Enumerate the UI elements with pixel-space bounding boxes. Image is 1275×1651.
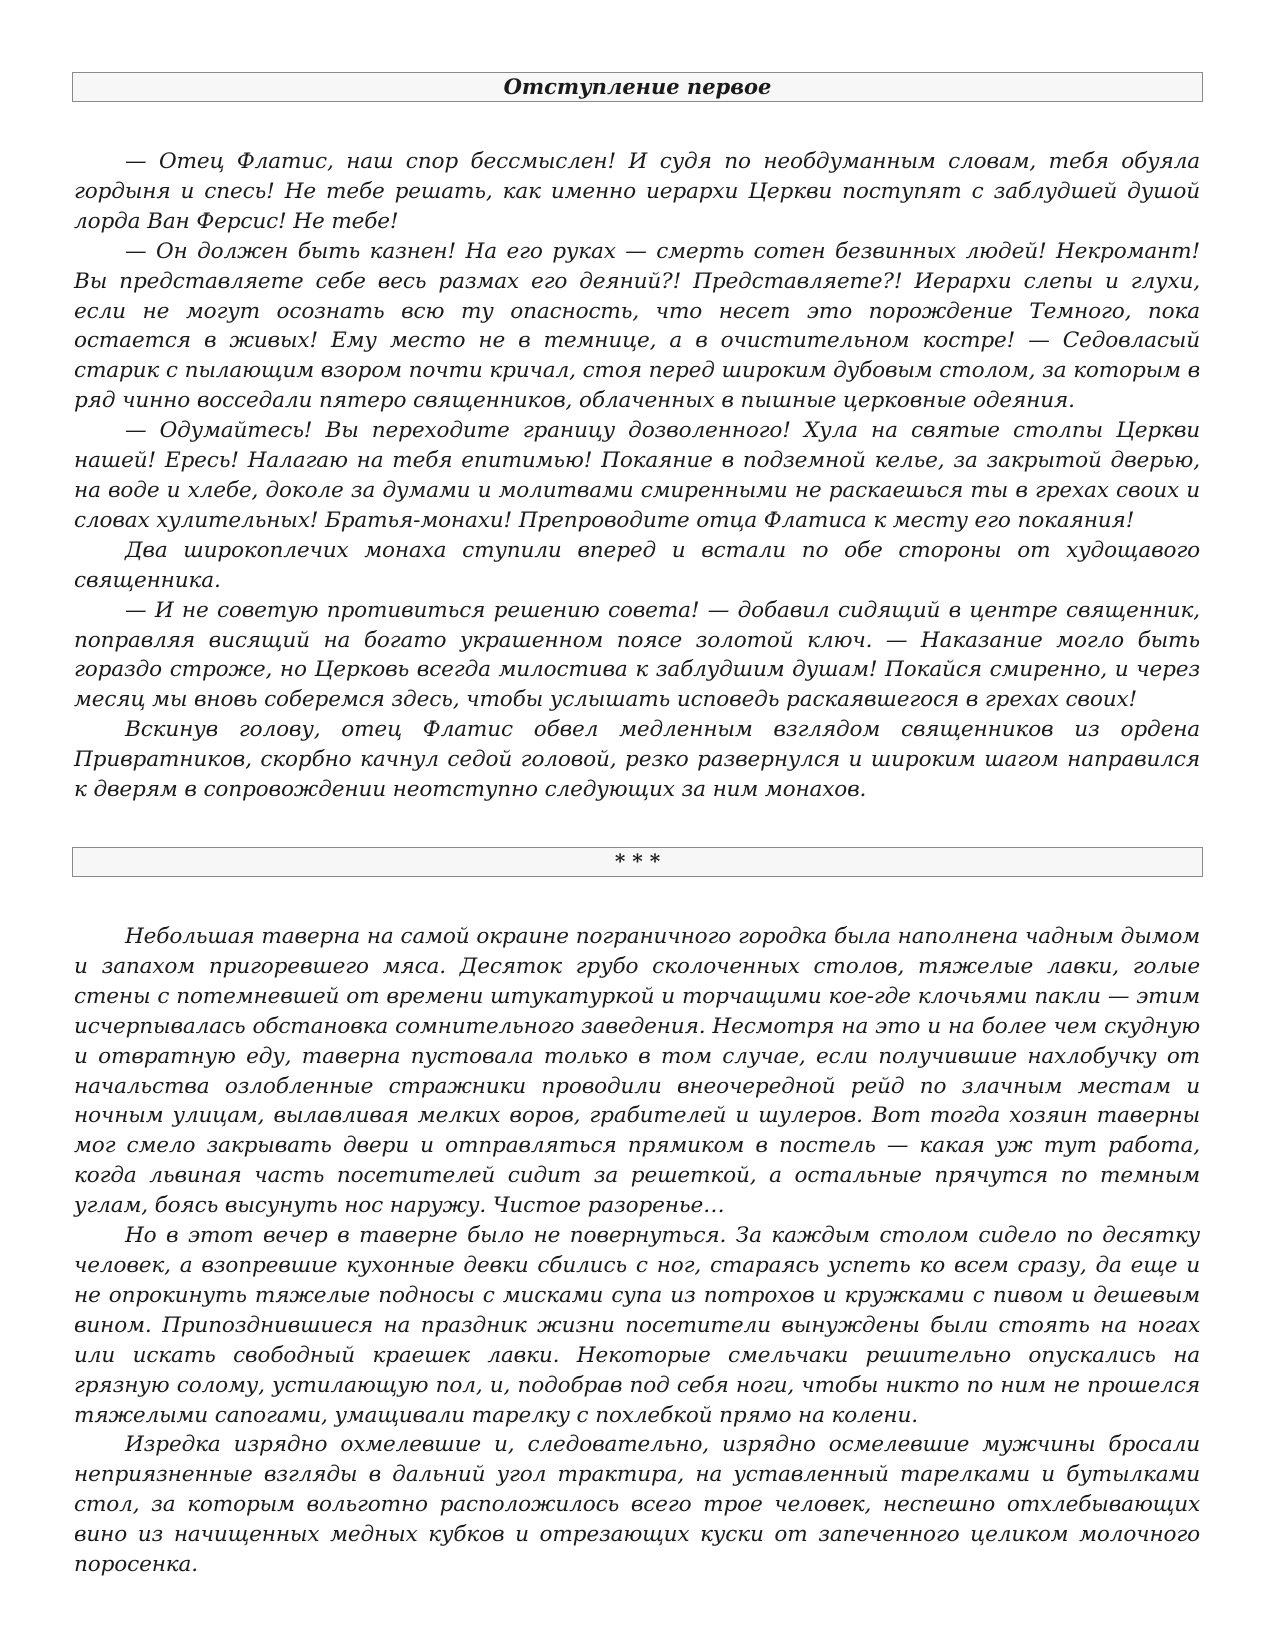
paragraph: Вскинув голову, отец Флатис обвел медленным взглядом священников из ордена Привратников, скорбно качнул седой головой, резко развернулся и широким шагом направился к дверям в сопровождении неотступно следующих за ним монахов. [74, 717, 1200, 803]
section-separator: * * * [614, 849, 661, 873]
section-title-box [72, 72, 1203, 102]
section-title: Отступление первое [503, 74, 772, 99]
paragraph: Два широкоплечих монаха ступили вперед и встали по обе стороны от худощавого священника. [74, 537, 1200, 593]
paragraph: — Одумайтесь! Вы переходите границу дозволенного! Хула на святые столпы Церкви нашей! Ересь! Налагаю на тебя епитимью! Покаяние в подземной келье, за закрытой дверью, на воде и хлебе, доколе за думами и молитвами смиренными не раскаешься ты в грехах своих и словах хулительных! Братья-монахи! Препроводите отца Флатиса к месту его покаяния! [74, 418, 1200, 533]
section-separator-box [72, 847, 1203, 877]
text-part-1 [74, 147, 1200, 805]
paragraph: — Отец Флатис, наш спор бессмыслен! И судя по необдуманным словам, тебя обуяла гордыня и спесь! Не тебе решать, как именно иерархи Церкви поступят с заблудшей душой лорда Ван Ферсис! Не тебе! [74, 149, 1200, 234]
paragraph: — Он должен быть казнен! На его руках — смерть сотен безвинных людей! Некромант! Вы представляете себе весь размах его деяний?! Представляете?! Иерархи слепы и глухи, если не могут осознать всю ту опасность, что несет это порождение Темного, пока остается в живых! Ему место не в темнице, а в очистительном костре! — Седовласый старик с пылающим взором почти кричал, стоя перед широким дубовым столом, за которым в ряд чинно восседали пятеро священников, облаченных в пышные церковные одеяния. [74, 238, 1200, 414]
paragraph: — И не советую противиться решению совета! — добавил сидящий в центре священник, поправляя висящий на богато украшенном поясе золотой ключ. — Наказание могло быть гораздо строже, но Церковь всегда милостива к заблудшим душам! Покайся смиренно, и через месяц мы вновь соберемся здесь, чтобы услышать исповедь раскаявшегося в грехах своих! [74, 597, 1200, 713]
text-part-2 [74, 922, 1200, 1580]
paragraph: Небольшая таверна на самой окраине пограничного городка была наполнена чадным дымом и запахом пригоревшего мяса. Десяток грубо сколоченных столов, тяжелые лавки, голые стены с потемневшей от времени штукатуркой и торчащими кое-где клочьями пакли — этим исчерпывалась обстановка сомнительного заведения. Несмотря на это и на более чем скудную и отвратную еду, таверна пустовала только в том случае, если получившие нахлобучку от начальства озлобленные стражники проводили внеочередной рейд по злачным местам и ночным улицам, вылавливая мелких воров, грабителей и шулеров. Вот тогда хозяин таверны мог смело закрывать двери и отправляться прямиком в постель — какая уж тут работа, когда львиная часть посетителей сидит за решеткой, а остальные прячутся по темным углам, боясь высунуть нос наружу. Чистое разоренье… [74, 924, 1200, 1219]
paragraph: Изредка изрядно охмелевшие и, следовательно, изрядно осмелевшие мужчины бросали неприязненные взгляды в дальний угол трактира, на уставленный тарелками и бутылками стол, за которым вольготно расположилось всего трое человек, неспешно отхлебывающих вино из начищенных медных кубков и отрезающих куски от запеченного целиком молочного поросенка. [74, 1432, 1200, 1578]
paragraph: Но в этот вечер в таверне было не повернуться. За каждым столом сидело по десятку человек, а взопревшие кухонные девки сбились с ног, стараясь успеть ко всем сразу, да еще и не опрокинуть тяжелые подносы с мисками супа из потрохов и кружками с пивом и дешевым вином. Припозднившиеся на праздник жизни посетители вынуждены были стоять на ногах или искать свободный краешек лавки. Некоторые смельчаки решительно опускались на грязную солому, устилающую пол, и, подобрав под себя ноги, чтобы никто по ним не прошелся тяжелыми сапогами, умащивали тарелку с похлебкой прямо на колени. [74, 1223, 1200, 1428]
